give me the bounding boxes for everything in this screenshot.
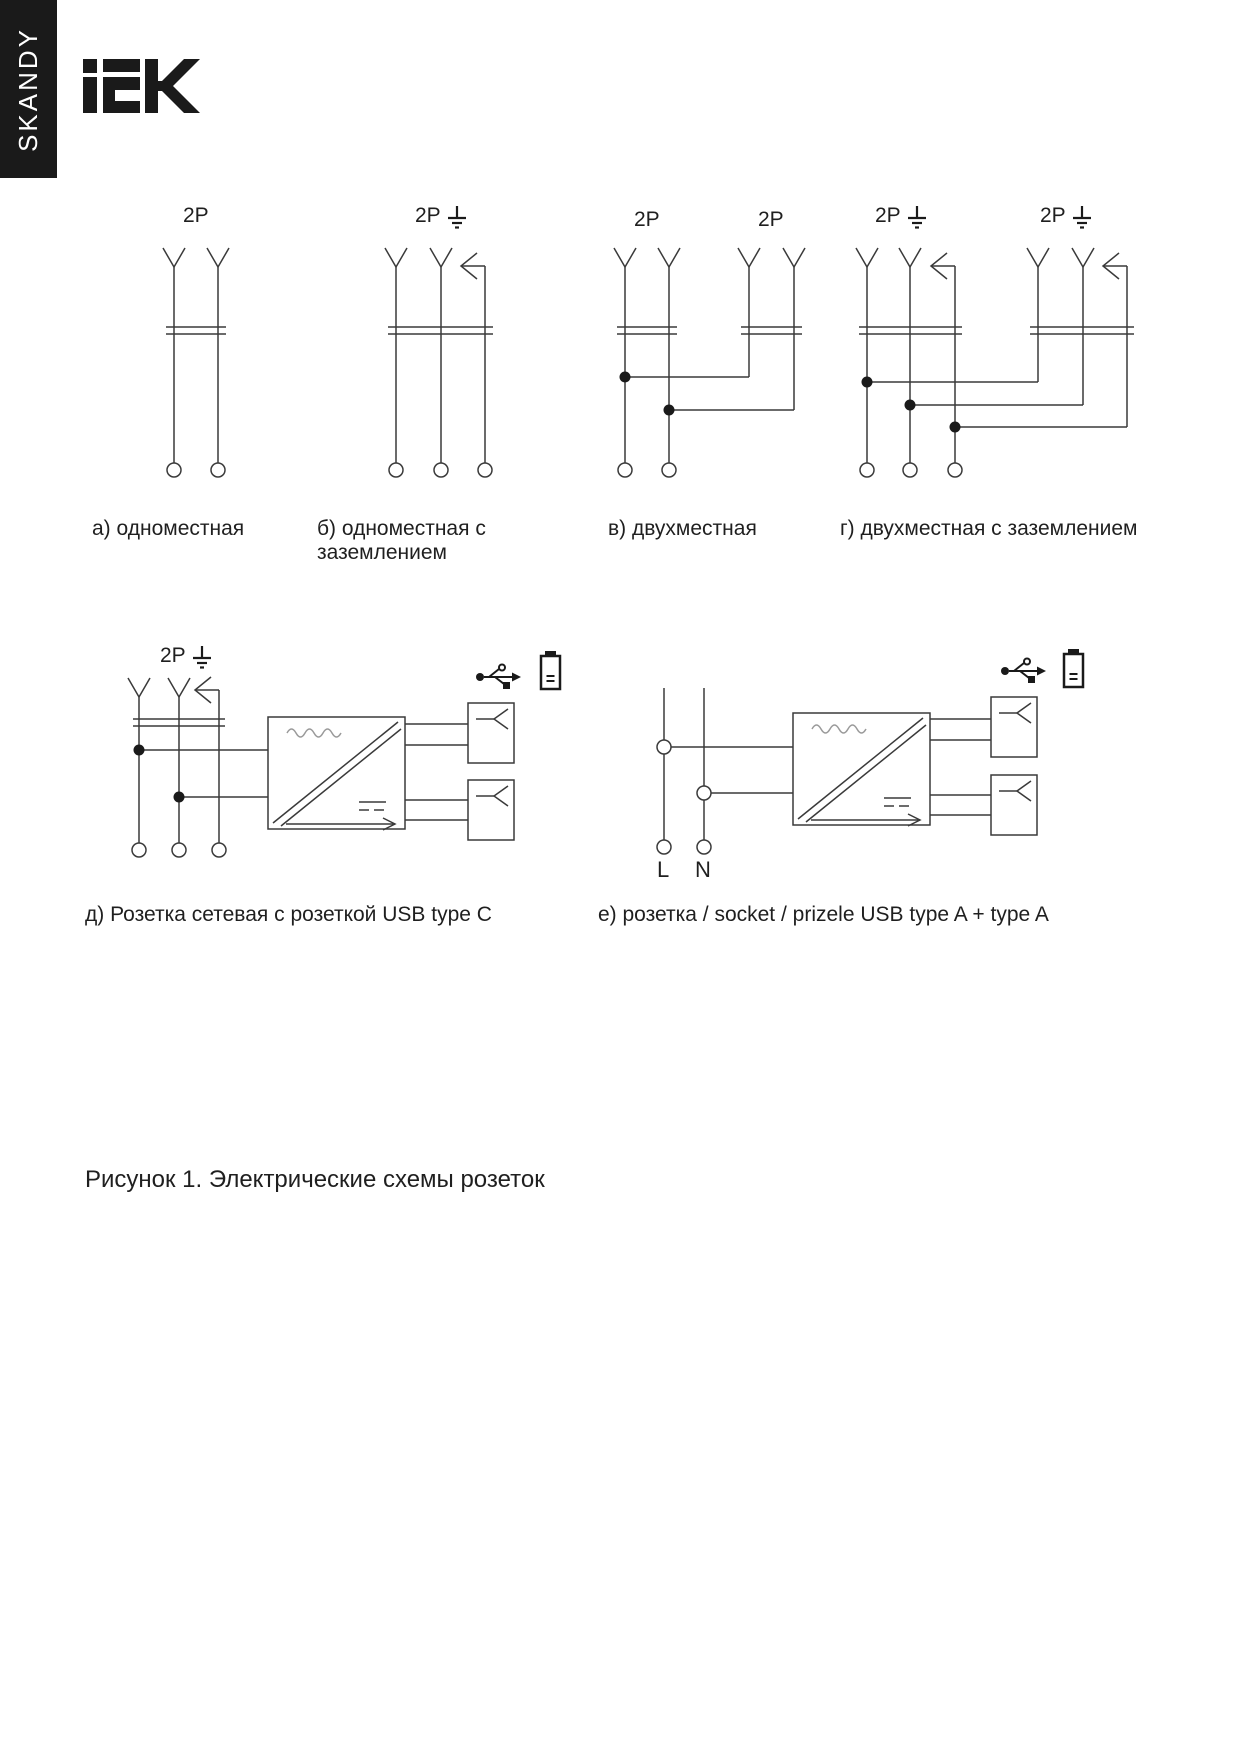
caption-e: е) розетка / socket / prizele USB type A + type A: [598, 903, 1049, 926]
socket-contact-fork: [163, 248, 185, 267]
socket-contact-fork: [856, 248, 878, 267]
caption-d: д) Розетка сетевая с розеткой USB type C: [85, 903, 492, 926]
socket-contact-fork: [783, 248, 805, 267]
pin-count-label-grounded: 2P: [875, 204, 927, 232]
diagram-g-double-socket-earthed: [856, 248, 1134, 477]
pin-count-label: 2P: [183, 204, 209, 227]
terminal-circle: [860, 463, 874, 477]
caption-g: г) двухместная с заземлением: [840, 517, 1138, 540]
junction-dot: [664, 405, 675, 416]
diagram-v-double-socket: [614, 248, 805, 477]
terminal-circle: [948, 463, 962, 477]
terminal-circle: [697, 786, 711, 800]
terminal-circle: [903, 463, 917, 477]
socket-contact-fork: [430, 248, 452, 267]
junction-dot: [174, 792, 185, 803]
terminal-circle: [662, 463, 676, 477]
ground-icon: [907, 205, 927, 232]
socket-contact-fork: [128, 678, 150, 697]
pin-count-label-grounded: 2P: [415, 204, 467, 232]
socket-contact-fork: [614, 248, 636, 267]
terminal-circle: [389, 463, 403, 477]
pin-count-label: 2P: [758, 208, 784, 231]
junction-dot: [134, 745, 145, 756]
ground-icon: [192, 645, 212, 672]
socket-contact-fork: [168, 678, 190, 697]
socket-contact-fork: [385, 248, 407, 267]
terminal-label-neutral: N: [695, 857, 711, 882]
diagram-a-single-socket: [163, 248, 229, 477]
terminal-circle: [657, 840, 671, 854]
ground-icon: [447, 205, 467, 232]
terminal-label-line: L: [657, 857, 670, 882]
series-banner-text: SKANDY: [13, 26, 43, 152]
terminal-circle: [657, 740, 671, 754]
diagram-d-socket-usb-c: [128, 651, 560, 857]
terminal-circle: [212, 843, 226, 857]
terminal-circle: [618, 463, 632, 477]
junction-dot: [862, 377, 873, 388]
junction-dot: [620, 372, 631, 383]
terminal-circle: [478, 463, 492, 477]
pin-count-label-grounded: 2P: [1040, 204, 1092, 232]
socket-contact-fork: [207, 248, 229, 267]
terminal-circle: [434, 463, 448, 477]
caption-v: в) двухместная: [608, 517, 757, 540]
junction-dot: [905, 400, 916, 411]
socket-contact-fork: [1027, 248, 1049, 267]
junction-dot: [950, 422, 961, 433]
pin-count-label-grounded: 2P: [160, 644, 212, 672]
diagram-e-socket-usb-a: [657, 649, 1083, 854]
terminal-circle: [697, 840, 711, 854]
terminal-circle: [167, 463, 181, 477]
socket-contact-fork: [658, 248, 680, 267]
caption-b: б) одноместная с заземлением: [317, 517, 486, 564]
ground-icon: [1072, 205, 1092, 232]
socket-contact-fork: [1072, 248, 1094, 267]
socket-contact-fork: [899, 248, 921, 267]
diagram-b-single-socket-earthed: [385, 248, 493, 477]
socket-contact-fork: [738, 248, 760, 267]
terminal-circle: [132, 843, 146, 857]
terminal-circle: [211, 463, 225, 477]
figure-caption: Рисунок 1. Электрические схемы розеток: [85, 1166, 545, 1193]
terminal-circle: [172, 843, 186, 857]
caption-a: а) одноместная: [92, 517, 245, 540]
pin-count-label: 2P: [634, 208, 660, 231]
